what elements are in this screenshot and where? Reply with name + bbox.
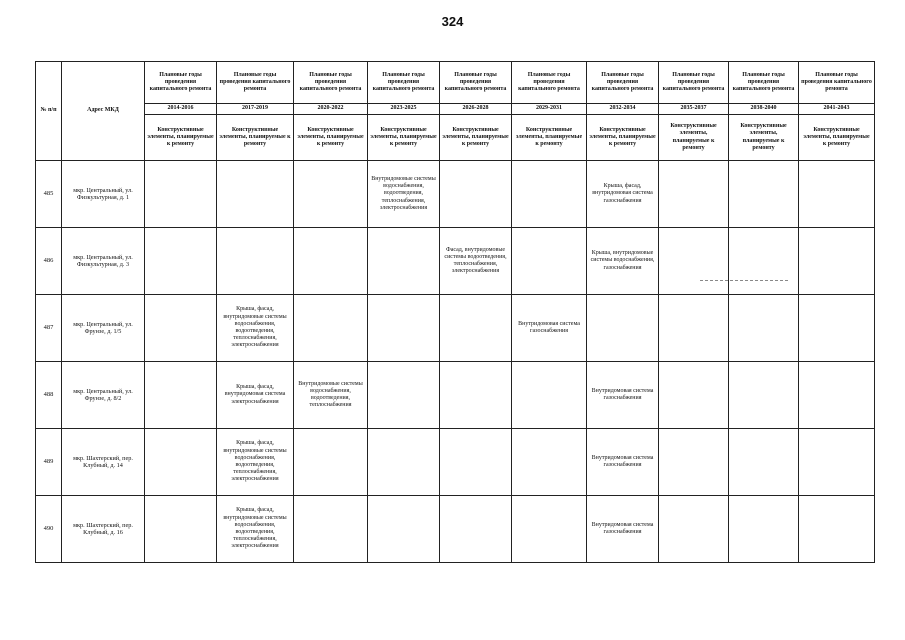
years-header: Плановые годы проведения капитального ремонта [799, 62, 875, 104]
repair-cell: Внутридомовые системы водоснабжения, водоотведения, теплоснабжения, электроснабжения [368, 161, 440, 228]
row-address: мкр. Центральный, ул. Фрунзе, д. 1/5 [62, 295, 145, 362]
address-header: Адрес МКД [62, 62, 145, 161]
repair-cell [729, 295, 799, 362]
elements-header: Конструктивные элементы, планируемые к ремонту [729, 115, 799, 161]
num-header: № п/п [36, 62, 62, 161]
table-row [36, 161, 875, 228]
row-number: 490 [36, 496, 62, 563]
elements-header: Конструктивные элементы, планируемые к ремонту [799, 115, 875, 161]
repair-cell [659, 295, 729, 362]
repair-cell [440, 429, 512, 496]
elements-header: Конструктивные элементы, планируемые к ремонту [587, 115, 659, 161]
repair-cell [659, 228, 729, 295]
period-header: 2035-2037 [659, 104, 729, 115]
repair-cell: Крыша, фасад, внутридомовая система газоснабжения [587, 161, 659, 228]
table-row [36, 228, 875, 295]
table-row [36, 362, 875, 429]
years-header: Плановые годы проведения капитального ремонта [659, 62, 729, 104]
repair-cell [729, 496, 799, 563]
repair-cell [799, 228, 875, 295]
repair-cell: Фасад, внутридомовые системы водоотведения, теплоснабжения, электроснабжения [440, 228, 512, 295]
repair-cell [145, 429, 217, 496]
elements-header: Конструктивные элементы, планируемые к ремонту [659, 115, 729, 161]
repair-cell [145, 362, 217, 429]
repair-cell [145, 496, 217, 563]
row-address: мкр. Центральный, ул. Физкультурная, д. 3 [62, 228, 145, 295]
period-header: 2020-2022 [294, 104, 368, 115]
years-header: Плановые годы проведения капитального ремонта [512, 62, 587, 104]
row-number: 487 [36, 295, 62, 362]
repair-cell: Внутридомовая система газоснабжения [587, 429, 659, 496]
repair-cell [799, 362, 875, 429]
row-address: мкр. Центральный, ул. Фрунзе, д. 8/2 [62, 362, 145, 429]
header-years-row [36, 62, 875, 104]
repair-cell [799, 429, 875, 496]
period-header: 2017-2019 [217, 104, 294, 115]
repair-cell [145, 161, 217, 228]
repair-cell: Внутридомовые системы водоснабжения, водоотведения, теплоснабжения [294, 362, 368, 429]
row-number: 488 [36, 362, 62, 429]
repair-cell [294, 429, 368, 496]
table-row [36, 429, 875, 496]
page-number: 324 [441, 14, 464, 29]
repair-cell [294, 228, 368, 295]
repair-cell: Крыша, фасад, внутридомовые системы водоснабжения, водоотведения, теплоснабжения, электроснабжения [217, 429, 294, 496]
repair-cell [729, 161, 799, 228]
elements-header: Конструктивные элементы, планируемые к ремонту [217, 115, 294, 161]
row-number: 486 [36, 228, 62, 295]
repair-cell [368, 295, 440, 362]
repair-cell [368, 362, 440, 429]
repair-cell [440, 295, 512, 362]
repair-cell [294, 496, 368, 563]
repair-cell [145, 228, 217, 295]
repair-cell [217, 228, 294, 295]
repair-cell [799, 496, 875, 563]
repair-cell [729, 429, 799, 496]
repair-cell [512, 429, 587, 496]
repair-cell [512, 496, 587, 563]
repair-cell [217, 161, 294, 228]
period-header: 2026-2028 [440, 104, 512, 115]
stray-dash-mark [700, 280, 788, 281]
period-header: 2038-2040 [729, 104, 799, 115]
row-address: мкр. Шахтерский, пер. Клубный, д. 16 [62, 496, 145, 563]
repair-cell [368, 429, 440, 496]
period-header: 2014-2016 [145, 104, 217, 115]
repair-cell [799, 295, 875, 362]
repair-cell: Крыша, фасад, внутридомовая система электроснабжения [217, 362, 294, 429]
years-header: Плановые годы проведения капитального ремонта [729, 62, 799, 104]
table-row [36, 496, 875, 563]
repair-cell [440, 496, 512, 563]
repair-cell [368, 496, 440, 563]
period-header: 2029-2031 [512, 104, 587, 115]
repair-cell: Крыша, внутридомовые системы водоснабжения, газоснабжения [587, 228, 659, 295]
years-header: Плановые годы проведения капитального ремонта [587, 62, 659, 104]
repair-cell [512, 228, 587, 295]
header-periods-row [36, 104, 875, 115]
repair-cell [368, 228, 440, 295]
repair-cell [440, 161, 512, 228]
years-header: Плановые годы проведения капитального ремонта [145, 62, 217, 104]
elements-header: Конструктивные элементы, планируемые к ремонту [368, 115, 440, 161]
repair-cell [587, 295, 659, 362]
row-address: мкр. Шахтерский, пер. Клубный, д. 14 [62, 429, 145, 496]
repair-cell: Внутридомовая система газоснабжения [587, 496, 659, 563]
header-elements-row [36, 115, 875, 161]
period-header: 2023-2025 [368, 104, 440, 115]
elements-header: Конструктивные элементы, планируемые к ремонту [512, 115, 587, 161]
repair-cell [294, 295, 368, 362]
repair-cell [659, 429, 729, 496]
row-address: мкр. Центральный, ул. Физкультурная, д. 1 [62, 161, 145, 228]
repair-cell: Внутридомовая система газоснабжения [512, 295, 587, 362]
years-header: Плановые годы проведения капитального ремонта [294, 62, 368, 104]
repair-cell [659, 161, 729, 228]
repair-cell [659, 362, 729, 429]
years-header: Плановые годы проведения капитального ремонта [217, 62, 294, 104]
repair-cell [294, 161, 368, 228]
repair-cell [512, 161, 587, 228]
repair-cell [512, 362, 587, 429]
period-header: 2032-2034 [587, 104, 659, 115]
elements-header: Конструктивные элементы, планируемые к ремонту [145, 115, 217, 161]
elements-header: Конструктивные элементы, планируемые к ремонту [294, 115, 368, 161]
period-header: 2041-2043 [799, 104, 875, 115]
repair-cell: Крыша, фасад, внутридомовые системы водоснабжения, водоотведения, теплоснабжения, электроснабжения [217, 295, 294, 362]
row-number: 485 [36, 161, 62, 228]
repair-cell [729, 228, 799, 295]
repair-cell: Внутридомовая система газоснабжения [587, 362, 659, 429]
repair-cell [659, 496, 729, 563]
table-row [36, 295, 875, 362]
years-header: Плановые годы проведения капитального ремонта [440, 62, 512, 104]
years-header: Плановые годы проведения капитального ремонта [368, 62, 440, 104]
repair-cell [729, 362, 799, 429]
repair-cell [440, 362, 512, 429]
capital-repair-table [35, 61, 875, 563]
repair-cell: Крыша, фасад, внутридомовые системы водоснабжения, водоотведения, теплоснабжения, электроснабжения [217, 496, 294, 563]
elements-header: Конструктивные элементы, планируемые к ремонту [440, 115, 512, 161]
repair-cell [799, 161, 875, 228]
row-number: 489 [36, 429, 62, 496]
repair-cell [145, 295, 217, 362]
